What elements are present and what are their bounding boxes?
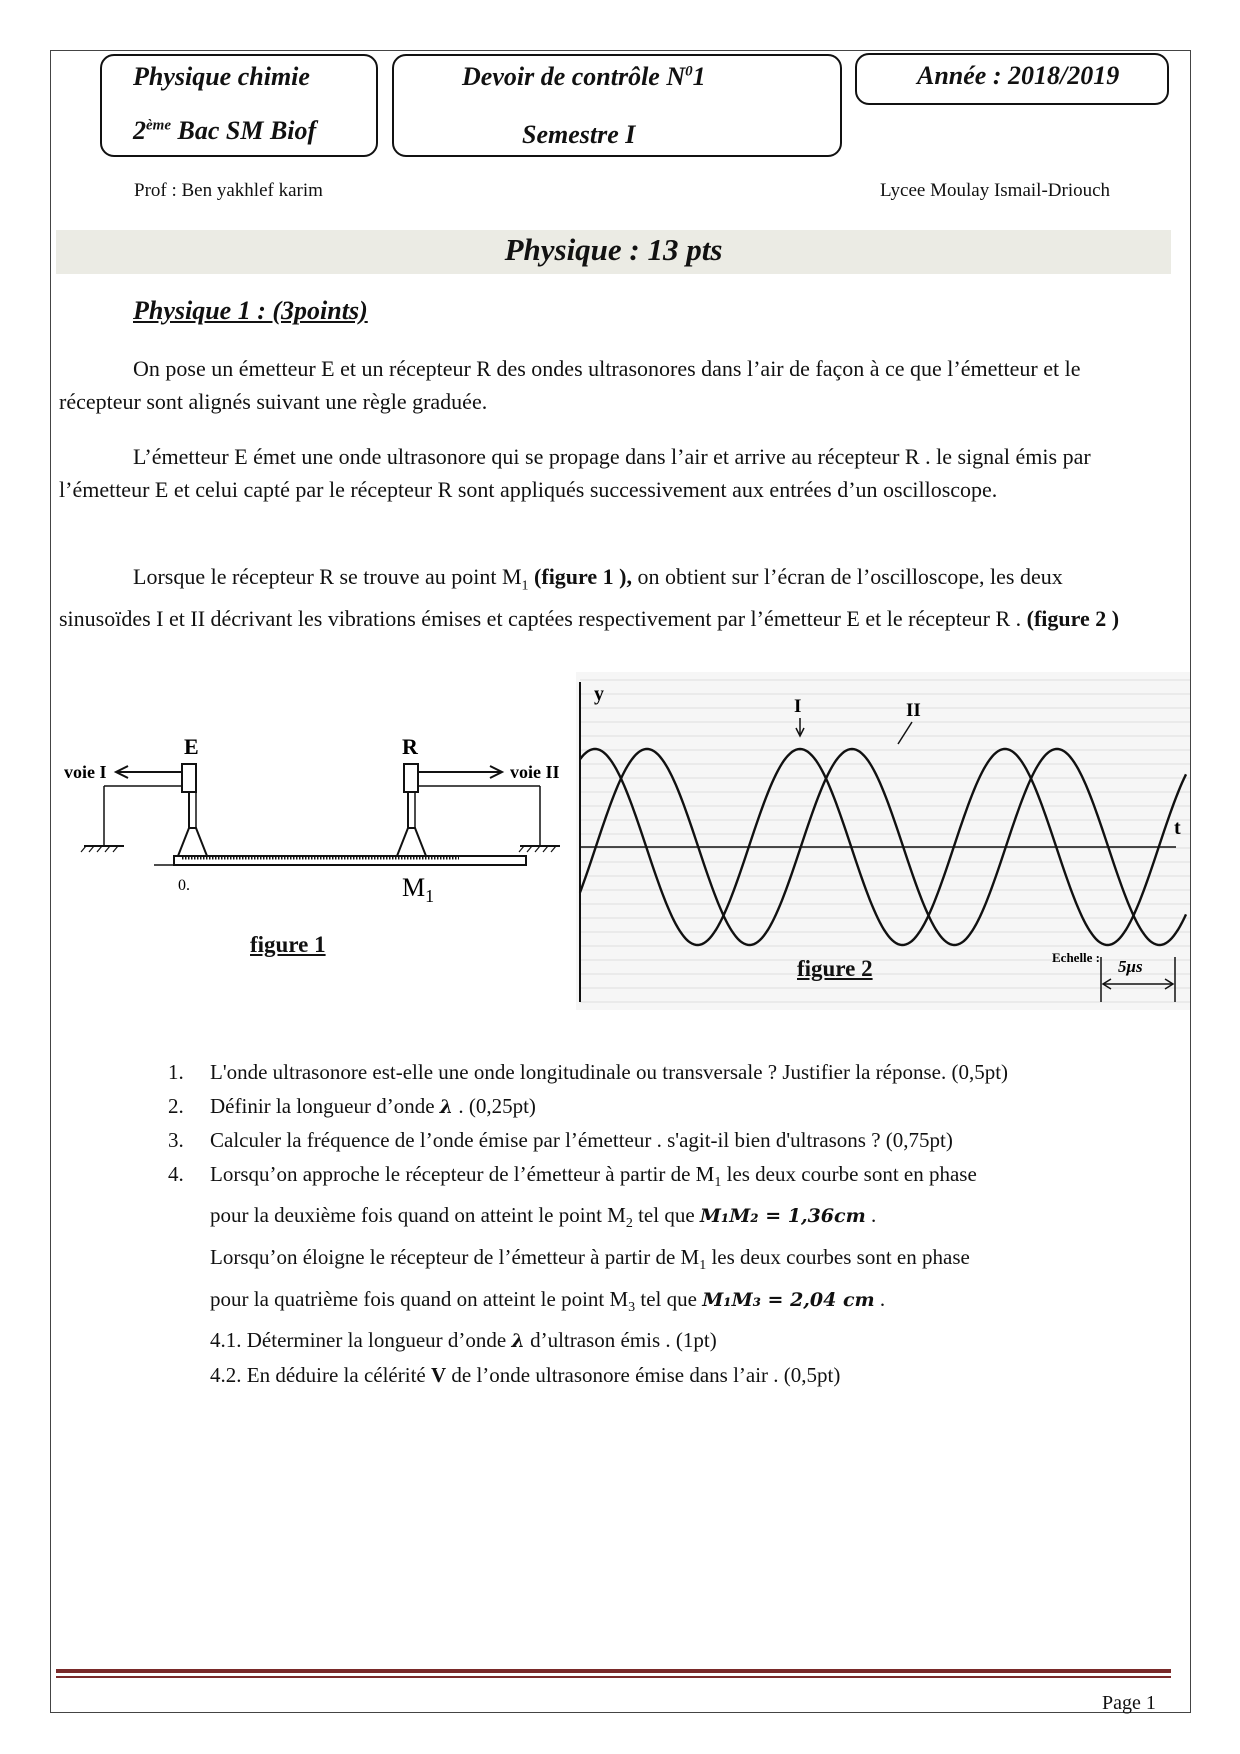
label-r: R [402,734,418,759]
level-label: 2ème Bac SM Biof [133,116,317,145]
curve-ii-label: II [906,700,921,721]
band-title: Physique : 13 pts [504,232,723,267]
paragraph-3: Lorsque le récepteur R se trouve au point $M_1$ (figure 1 ), on obtient sur l’écran de l’oscilloscope, les deux sinusoïdes I et II décrivant les vibrations émises et captées respectivement par l’émetteur E et le récepteur R . (figure 2 ) [59,564,1120,632]
label-e: E [184,734,199,759]
school-name: Lycee Moulay Ismail-Driouch [880,180,1111,201]
paragraph-2: L’émetteur E émet une onde ultrasonore qui se propage dans l’air et arrive au récepteur R . le signal émis par l’émetteur E et celui capté par le récepteur R sont appliqués successivement aux entrées d’un oscilloscope. [59,444,1091,502]
math-m1m3: M₁M₃ = 2,04 cm [702,1288,875,1311]
axis-t-label: t [1174,817,1181,839]
figure-1-diagram [64,728,564,908]
scale-label: Echelle : [1052,950,1101,965]
subject-label: Physique chimie [133,62,310,91]
footer-rule-thin [56,1676,1171,1678]
label-m1: $M_1$ [402,873,435,906]
question-4: 4. Lorsqu’on approche le récepteur de l’émetteur à partir de $M_1$ les deux courbe sont en phase pour la deuxième fois quand on atteint le point $M_2$ tel que M₁M₂ = 1,36cm . Lorsqu’on éloigne le récepteur de l’émetteur à partir de $M_1$ les deux courbes sont en phase pour la quatrième fois quand on atteint le point $M_3$ tel que M₁M₃ = 2,04 cm . 4.1. Déterminer la longueur d’onde λ d’ultrason émis . (1pt) 4.2. En déduire la célérité V de l’onde ultrasonore émise dans l’air . (0,5pt) [168,1158,1178,1393]
question-list [168,1056,1178,1392]
page-number: Page 1 [1102,1692,1156,1714]
section-title: Physique 1 : (3points) [133,296,368,325]
header-exam-box [392,54,842,157]
question-2: 2. Définir la longueur d’onde λ . (0,25pt) [168,1093,536,1118]
exam-title: Devoir de contrôle $N^01$ [462,62,706,91]
figure-2-oscillogram [576,672,1190,1010]
header-year-box [855,53,1169,105]
footer-rule [56,1669,1171,1673]
axis-y-label: y [594,683,604,705]
semester-label: Semestre I [522,120,636,149]
section-band [56,230,1171,274]
label-origin: 0. [178,877,190,894]
question-4-2: 4.2. En déduire la célérité V de l’onde ultrasonore émise dans l’air . (0,5pt) [210,1362,841,1387]
figure-2-caption: figure 2 [797,956,873,981]
paragraph-1: On pose un émetteur E et un récepteur R des ondes ultrasonores dans l’air de façon à ce que l’émetteur et le récepteur sont alignés suivant une règle graduée. [59,356,1081,414]
header-subject-box [100,54,378,157]
figure-1-caption: figure 1 [250,932,326,957]
prof-name: Prof : Ben yakhlef karim [134,180,323,201]
question-3: 3. Calculer la fréquence de l’onde émise par l’émetteur . s'agit-il bien d'ultrasons ? (0,75pt) [168,1128,953,1152]
year-label: Année : 2018/2019 [917,61,1120,90]
math-m1m2: M₁M₂ = 1,36cm [699,1205,866,1228]
curve-i-label: I [794,696,802,717]
question-1: 1. L'onde ultrasonore est-elle une onde longitudinale ou transversale ? Justifier la réponse. (0,5pt) [168,1060,1009,1084]
label-voie-1: voie I [64,762,107,782]
label-voie-2: voie II [510,762,560,782]
question-4-1: 4.1. Déterminer la longueur d’onde λ d’ultrason émis . (1pt) [210,1328,717,1353]
scale-value: 5μs [1118,957,1143,976]
